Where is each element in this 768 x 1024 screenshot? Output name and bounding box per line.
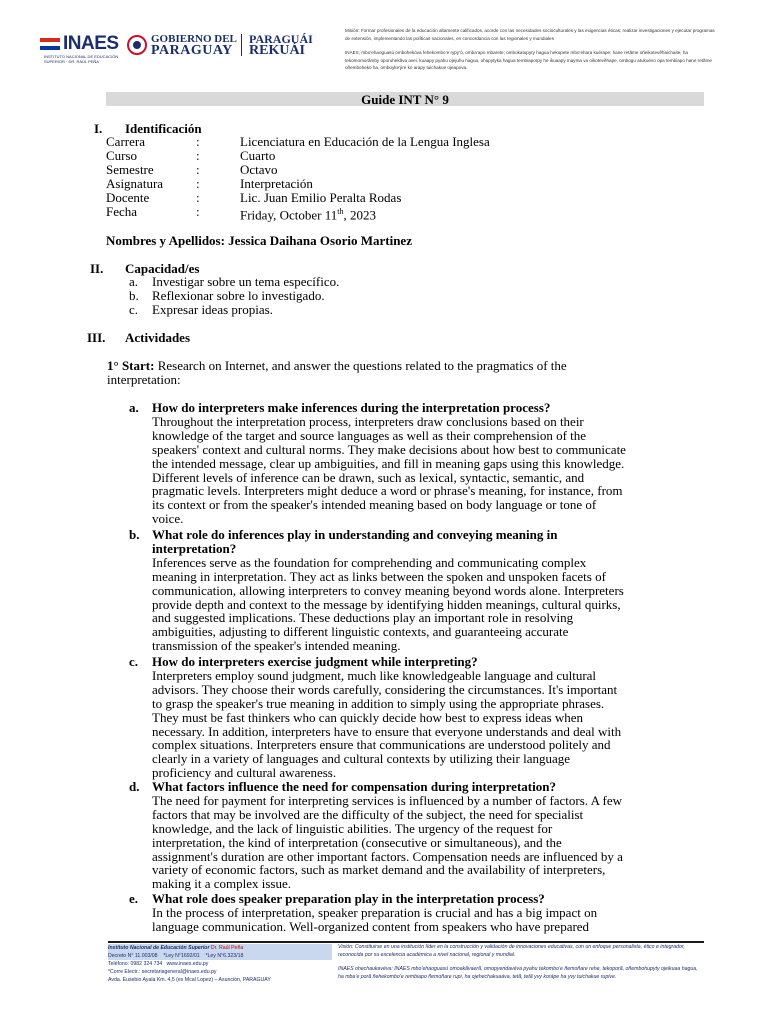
footer-decreto: Decreto N° 11.003/08 <box>108 953 158 959</box>
answer-line: knowledge, and the lack of linguistic abilities. The urgency of the request for <box>152 820 553 836</box>
section2-roman: II. <box>90 261 104 276</box>
answer-line: its context or from the speaker's intended meaning based on body language or tone of <box>152 497 597 513</box>
capacidad-letter: b. <box>129 288 139 303</box>
section2-title: Capacidad/es <box>125 261 200 276</box>
question-letter: d. <box>129 779 140 794</box>
answer-line: and suggested implications. These deductions play an important role in resolving <box>152 610 574 626</box>
footer-vision <box>338 944 704 988</box>
question-letter: c. <box>129 654 139 669</box>
footer-email[interactable]: *Corre Electr.: secretariageneral@inaes.edu.py <box>108 969 217 975</box>
answer-line: to grasp the speaker's true meaning in addition to simply using the appropriate phrases. <box>152 695 605 711</box>
footer-institution-dr: Dr. Raúl Peña <box>210 945 244 951</box>
answer-line: provide depth and context to the message by identifying hidden meanings, cultural quirks, <box>152 596 621 612</box>
answer-line: Throughout the interpretation process, interpreters draw conclusions based on their <box>152 413 584 429</box>
answer-line: interpretation, the kind of interpretation (consecutive or simultaneous), and the <box>152 834 562 850</box>
answer-line: assignment's duration are other important factors. Compensation needs are influenced by a <box>152 848 623 864</box>
footer-phone: Teléfono: 0982 324 734 <box>108 961 163 967</box>
fecha-date: Friday, October 11 <box>240 207 338 223</box>
capacidad-letter: a. <box>129 274 139 289</box>
fecha-ordinal: th <box>337 207 344 216</box>
answer-line: communication, allowing interpreters to convey meaning beyond words alone. Interpreters <box>152 582 624 598</box>
vision-guarani: INAES ohechaukavéva: INAES mbo’ehaoguasú omoakãvaerã, omopyendavéva pyahu tekombo’e ñemoñare rehe, tekoporã, oñembohupyty ojeikuaa hagua, ha mba’e porã ñehekombo’e rembiapo ñemoñare rupi, ha ojehechakuaáva, tetã, tetã yvy korápe ha yvy tuichakue rupive. <box>338 966 698 980</box>
question-text: What role do inferences play in understanding and conveying meaning in <box>152 527 558 542</box>
answer-line: voice. <box>152 511 184 527</box>
answer-line: Interpreters employ sound judgment, much like knowledgeable language and cultural <box>152 667 597 683</box>
id-row-label: Semestre <box>106 162 154 177</box>
capacidad-letter: c. <box>129 302 139 317</box>
id-row-label: Asignatura <box>106 176 164 191</box>
inaes-logo-text: INAES <box>63 33 119 54</box>
id-row-value: Licenciatura en Educación de la Lengua Inglesa <box>240 134 490 149</box>
question-text: What factors influence the need for compensation during interpretation? <box>152 779 556 794</box>
answer-line: advisors. They choose their words carefully, considering the circumstances. It's important <box>152 681 618 697</box>
section1-title: Identificación <box>125 121 202 136</box>
footer-contact <box>108 944 332 984</box>
id-row-sep: : <box>196 134 200 149</box>
inaes-logo-subtitle: INSTITUTO NACIONAL DE EDUCACIÓN SUPERIOR · DR. RAÚL PEÑA <box>44 54 119 64</box>
answer-line: In the process of interpretation, speaker preparation is crucial and has a big impact on <box>152 904 598 920</box>
capacidad-item: Reflexionar sobre lo investigado. <box>152 288 325 303</box>
rekuai-line2: REKUÁI <box>249 43 306 58</box>
footer-legal-band <box>108 952 332 960</box>
id-row-label: Docente <box>106 190 150 205</box>
fecha-sep: : <box>196 204 200 219</box>
start-text: Research on Internet, and answer the questions related to the pragmatics of the <box>157 358 567 373</box>
answer-line: Different levels of inference can be drawn, such as lexical, syntactic, semantic, and <box>152 469 585 485</box>
question-letter: e. <box>129 891 139 906</box>
fecha-label: Fecha <box>106 204 138 219</box>
id-row-value: Cuarto <box>240 148 276 163</box>
vision-spanish: Visión: Constituirse en una institución líder en la construcción y validación de innovaciones educativas, con un enfoque personalista, ético e integrador, reconocida por su excelencia académica a nivel nacional, regional y mundial. <box>338 944 685 958</box>
section3-title: Actividades <box>125 330 190 345</box>
fecha-year: , 2023 <box>343 207 376 223</box>
answer-line: transmission of the speaker's intended meaning. <box>152 638 401 654</box>
answer-line: Inferences serve as the foundation for comprehending and communicating complex <box>152 554 587 570</box>
answer-line: complex situations. Interpreters ensure that communications are understood politely and <box>152 737 611 753</box>
gobierno-line2: PARAGUAY <box>151 43 233 58</box>
question-text: How do interpreters exercise judgment while interpreting? <box>152 654 478 669</box>
answer-line: the intended message, clear up ambiguities, and fill in meaning gaps using this knowledge. <box>152 455 625 471</box>
fecha-value <box>240 205 376 222</box>
id-row-value: Octavo <box>240 162 278 177</box>
footer-institution-band <box>108 944 332 952</box>
section1-roman: I. <box>94 121 103 136</box>
answer-line: language communication. Well-organized content from speakers who have prepared <box>152 918 590 934</box>
question-text: interpretation? <box>152 540 237 556</box>
answer-line: clearly in a variety of languages and cultural contexts by utilizing their language <box>152 751 571 767</box>
capacidad-item: Investigar sobre un tema específico. <box>152 274 340 289</box>
section3-roman: III. <box>87 330 106 345</box>
id-row-label: Curso <box>106 148 138 163</box>
footer-address: Avda. Eusebio Ayala Km. 4,5 (ex Mcal Lopez) – Asunción, PARAGUAY <box>108 977 271 983</box>
id-row-label: Carrera <box>106 134 145 149</box>
footer-web-link[interactable]: www.inaes.edu.py <box>166 961 209 967</box>
id-row-value: Interpretación <box>240 176 313 191</box>
answer-line: making it a complex issue. <box>152 876 292 892</box>
answer-line: speakers' context and cultural norms. They make decisions about how best to communicate <box>152 441 626 457</box>
id-row-sep: : <box>196 162 200 177</box>
answer-line: variety of economic factors, such as market demand and the availability of interpreters, <box>152 862 606 878</box>
id-row-sep: : <box>196 148 200 163</box>
answer-line: They must be fast thinkers who can quickly decide how best to express ideas when <box>152 709 584 725</box>
gobierno-line1: GOBIERNO DEL <box>151 33 237 45</box>
question-text: What role does speaker preparation play in the interpretation process? <box>152 891 545 906</box>
answer-line: factors that may be involved are the difficulty of the subject, the need for specialist <box>152 806 584 822</box>
answer-line: proficiency and cultural awareness. <box>152 765 337 781</box>
footer-phone-web <box>108 960 332 968</box>
start-instruction <box>107 359 567 373</box>
mission-spanish: Misión: Formar profesionales de la educación altamente calificados, acorde con las necesidades socioculturales y las exigencias éticas; realizar investigaciones y ejecutar programas de extensión, implementando las políticas nacionales, en concordancia con las regionales y mundiales <box>345 28 715 41</box>
footer-ley1: *Ley N°1692/01 <box>163 953 200 959</box>
mission-guarani: INAES, mbo’ehaoguasú ombohekóva fehekombo’e rypy’ó, omba’apo mbarete; ombokatupyry hagua hekopete mbo’ehara kuérape; hane retãme oñeikotevẽhaichaite, ha tekomomorãmby oporuhekãva avei, kuaapy pyahu ojejuhu hagua, ohupytyka hagua tembiaporpy he ikuaapy mayma va oikotevẽhape, ombogu atukuévo opa tembiapo hane retãme oñemboheko ha, omboyke’jire ko arapy tuichakue ojeapova. <box>345 50 712 71</box>
id-row-sep: : <box>196 176 200 191</box>
answer-line: necessary. In addition, interpreters have to ensure that everyone understands and deal with <box>152 723 622 739</box>
question-letter: b. <box>129 527 140 542</box>
answer-line: pragmatic levels. Interpreters might deduce a word or phrase's meaning, for instance, from <box>152 483 623 499</box>
id-row-sep: : <box>196 190 200 205</box>
question-text: How do interpreters make inferences during the interpretation process? <box>152 400 551 415</box>
answer-line: knowledge of the target and source languages as well as their comprehension of the <box>152 427 587 443</box>
start-label: 1° Start: <box>107 358 155 373</box>
rekuai-line1: PARAGUÁI <box>249 32 313 46</box>
answer-line: The need for payment for interpreting services is influenced by a number of factors. A few <box>152 792 622 808</box>
footer-divider <box>108 941 704 943</box>
answer-line: ambiguities, adjusting to different linguistic contexts, and guaranteeing accurate <box>152 624 569 640</box>
footer-ley2: *Ley N°6.323/18 <box>205 953 244 959</box>
student-name: Nombres y Apellidos: Jessica Daihana Osorio Martinez <box>106 233 412 248</box>
guide-title: Guide INT N° 9 <box>106 92 704 106</box>
question-letter: a. <box>129 400 139 415</box>
id-row-value: Lic. Juan Emilio Peralta Rodas <box>240 190 402 205</box>
capacidad-item: Expresar ideas propias. <box>152 302 273 317</box>
footer-institution: Instituto Nacional de Educación Superior <box>108 945 210 951</box>
answer-line: meaning in interpretation. They act as links between the spoken and unspoken facets of <box>152 568 606 584</box>
start-text-line2: interpretation: <box>107 372 181 387</box>
